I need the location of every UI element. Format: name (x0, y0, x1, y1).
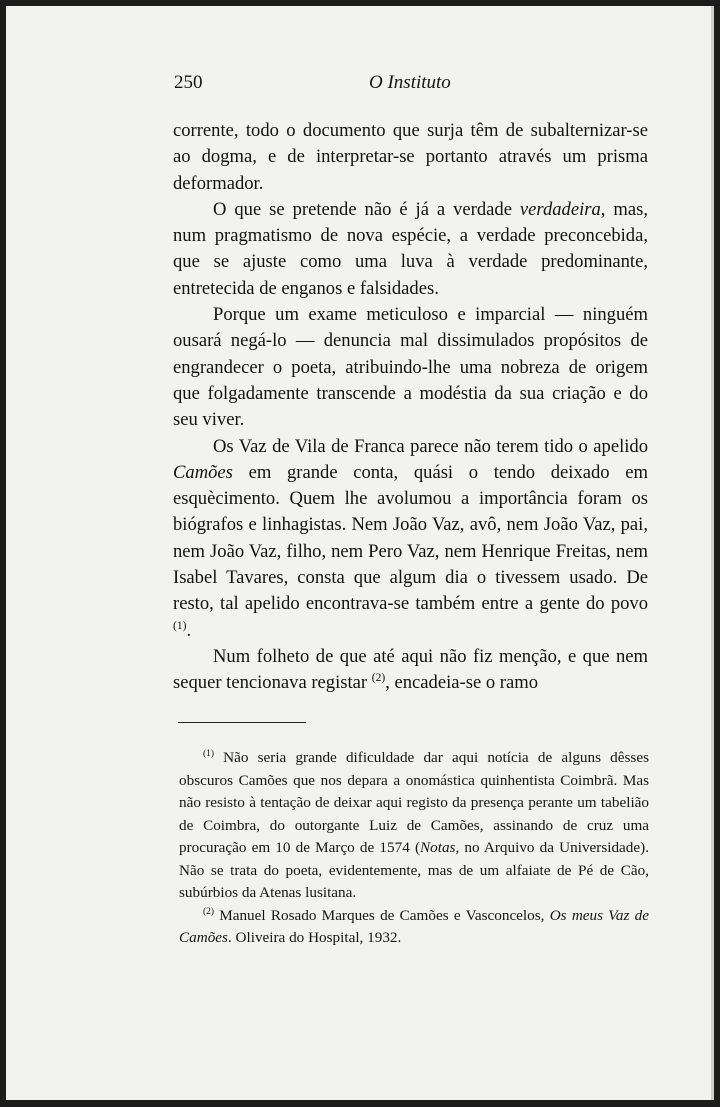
italic-text: Os meus Vaz de Camões (179, 906, 649, 946)
book-page (6, 6, 714, 1100)
text-run: , encadeia-se o ramo (385, 672, 539, 694)
footnote-ref: (1) (173, 619, 187, 632)
italic-text: verdadeira (519, 198, 601, 220)
text-run: Num folheto de que até aqui não fiz menção, e que nem sequer tencionava registar (173, 645, 648, 694)
text-run: Manuel Rosado Marques de Camões e Vasconcelos, (213, 906, 550, 924)
text-run: Porque um exame meticuloso e imparcial — ninguém ousará negá-lo — denuncia mal dissimulados propósitos de engrandecer o poeta, atribuindo-lhe uma nobreza de origem que folgadamente transcende a modéstia da sua criação e do seu viver. (173, 304, 648, 431)
body-text (173, 118, 648, 697)
text-run: em grande conta, quási o tendo deixado em esquècimento. Quem lhe avolumou a importância foram os biógrafos e linhagistas. Nem João Vaz, avô, nem João Vaz, pai, nem João Vaz, filho, nem Pero Vaz, nem Henrique Freitas, nem Isabel Tavares, consta que algum dia o tivessem usado. De resto, tal apelido encontrava-se também entre a gente do povo (173, 461, 648, 615)
paragraph (173, 118, 648, 197)
page-number: 250 (174, 72, 203, 93)
page-header (174, 72, 649, 102)
italic-text: Notas, (420, 839, 460, 856)
paragraph (173, 302, 648, 433)
footnote-ref: (2) (203, 906, 214, 917)
footnote-divider (178, 722, 306, 723)
footnotes (179, 747, 649, 950)
text-run: O que se pretende não é já a verdade (213, 198, 520, 220)
footnote (179, 747, 649, 905)
text-run: . (186, 619, 192, 641)
text-run: Os Vaz de Vila de Franca parece não terem tido o apelido (213, 435, 648, 457)
text-run: Não seria grande dificuldade dar aqui notícia de alguns dêsses obscuros Camões que nos depara a onomástica quinhentista Coimbrã. Mas não resisto à tentação de deixar aqui registo da presença perante um tabelião de Coimbra, do outorgante Luiz de Camões, assinando de cruz uma procuração em 10 de Março de 1574 ( (179, 749, 649, 856)
paragraph (173, 434, 648, 644)
italic-text: Camões (173, 461, 233, 483)
footnote-ref: (1) (203, 748, 214, 759)
paragraph (173, 197, 648, 302)
text-run: no Arquivo da Universidade). Não se trata do poeta, evidentemente, mas de um alfaiate de Pé de Cão, subúrbios da Atenas lusitana. (179, 839, 649, 901)
footnote-ref: (2) (371, 672, 386, 685)
footnote (179, 905, 649, 950)
text-run: corrente, todo o documento que surja têm de subalternizar-se ao dogma, e de interpretar-se portanto através um prisma deformador. (173, 120, 648, 194)
running-title: O Instituto (369, 72, 451, 93)
paragraph (173, 644, 648, 697)
text-run: . Oliveira do Hospital, 1932. (227, 929, 402, 946)
text-run: , mas, num pragmatismo de nova espécie, a verdade preconcebida, que se ajuste como uma luva à verdade predominante, entretecida de enganos e falsidades. (173, 198, 648, 299)
